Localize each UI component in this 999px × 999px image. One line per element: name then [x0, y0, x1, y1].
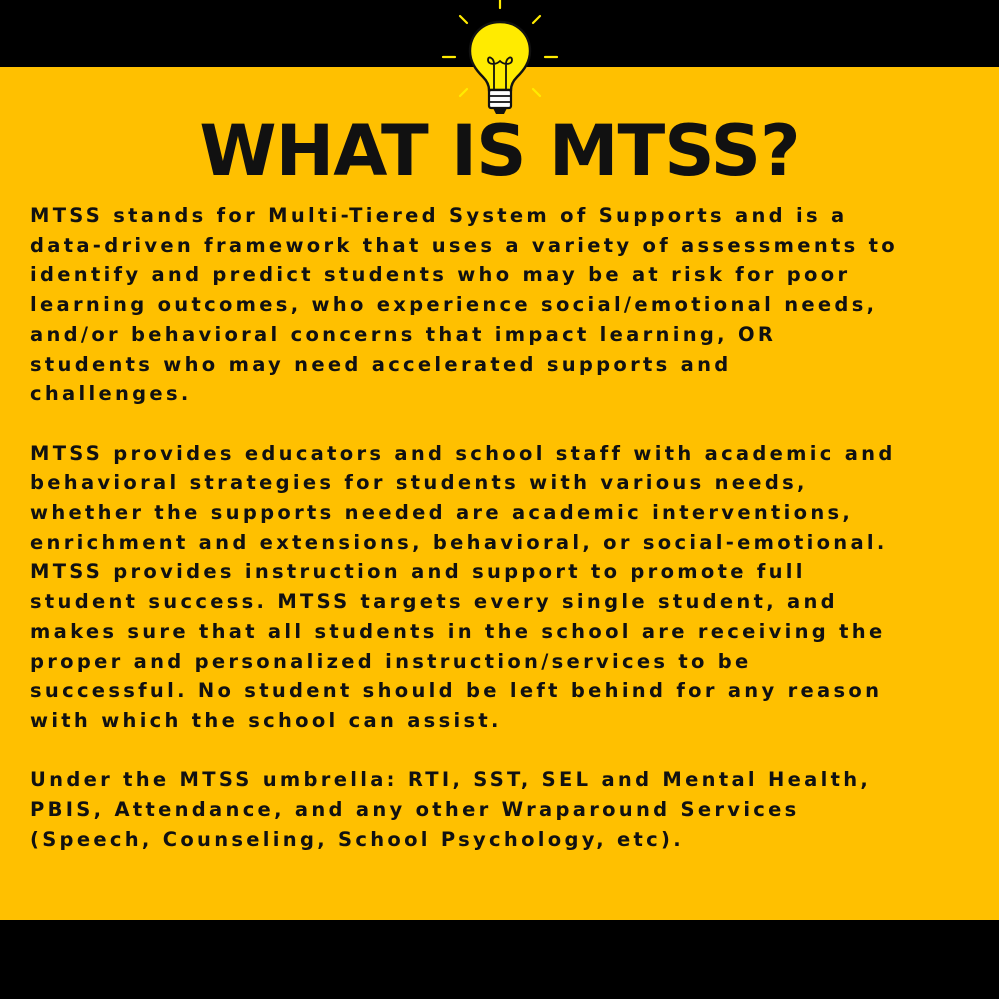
text-line: students who may need accelerated supports and [30, 352, 732, 376]
text-line: identify and predict students who may be at risk for poor [30, 263, 851, 287]
text-line: and/or behavioral concerns that impact learning, OR [30, 322, 777, 346]
text-line: successful. No student should be left behind for any reason [30, 679, 883, 703]
text-line: (Speech, Counseling, School Psychology, etc). [30, 827, 684, 851]
lightbulb-icon [441, 0, 559, 122]
text-line: learning outcomes, who experience social/emotional needs, [30, 293, 878, 317]
page-title: WHAT IS MTSS? [199, 110, 800, 192]
text-line: with which the school can assist. [30, 708, 502, 732]
text-line: enrichment and extensions, behavioral, or social-emotional. [30, 530, 888, 554]
text-line: whether the supports needed are academic interventions, [30, 501, 854, 525]
text-line: challenges. [30, 382, 192, 406]
text-line: behavioral strategies for students with various needs, [30, 471, 808, 495]
text-line: makes sure that all students in the school are receiving the [30, 619, 886, 643]
body-text [30, 201, 980, 854]
text-line: Under the MTSS umbrella: RTI, SST, SEL and Mental Health, [30, 768, 872, 792]
text-line: MTSS stands for Multi-Tiered System of Supports and is a [30, 204, 848, 227]
text-line: MTSS provides instruction and support to promote full [30, 560, 806, 584]
text-line: PBIS, Attendance, and any other Wraparound Services [30, 798, 800, 822]
text-line: student success. MTSS targets every single student, and [30, 590, 838, 614]
paragraph-definition [30, 201, 980, 409]
text-line: MTSS provides educators and school staff with academic and [30, 441, 896, 465]
paragraph-provides [30, 439, 980, 736]
text-line: data-driven framework that uses a variety of assessments to [30, 233, 898, 257]
text-line: proper and personalized instruction/services to be [30, 649, 752, 673]
paragraph-umbrella [30, 765, 980, 854]
